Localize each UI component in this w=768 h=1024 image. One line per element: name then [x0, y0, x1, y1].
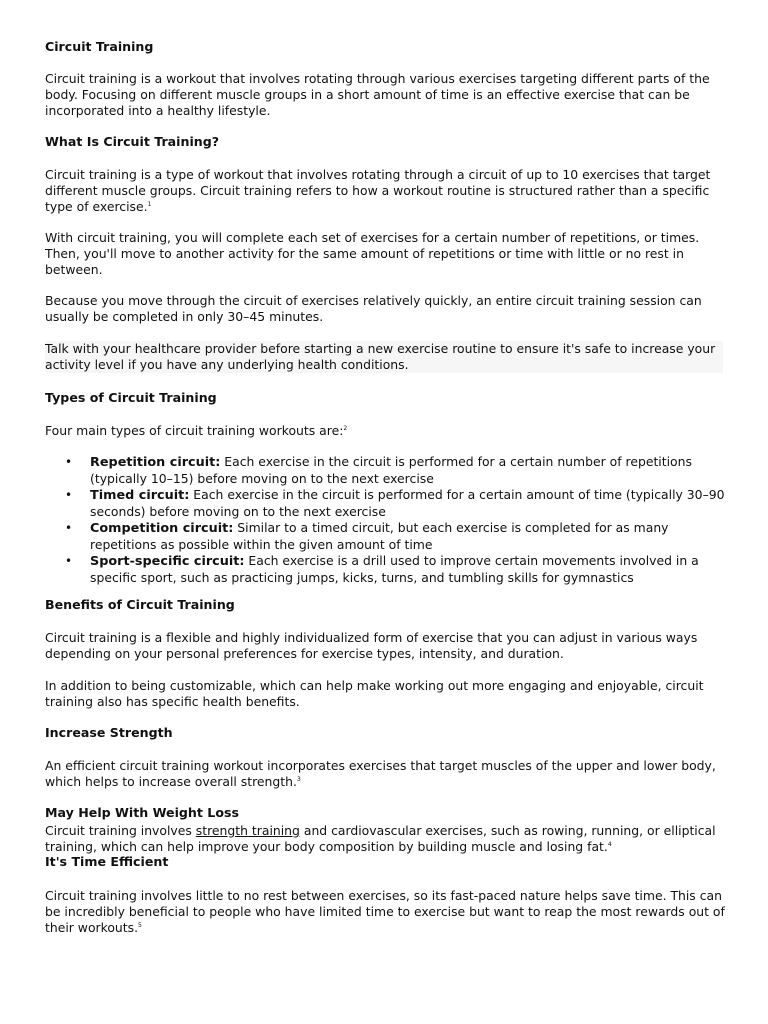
what-paragraph-3: Because you move through the circuit of exercises relatively quickly, an entire circuit training session can usually be completed in only 30–45 minutes. [45, 293, 702, 324]
citation-ref[interactable]: 4 [607, 841, 612, 848]
type-term: Competition circuit: [90, 521, 234, 536]
list-item [45, 553, 725, 586]
section-heading-weight-loss: May Help With Weight Loss [45, 805, 239, 820]
type-desc: Similar to a timed circuit, but each exercise is completed for as many repetitions as possible within the given amount of time [90, 520, 669, 552]
section-heading-time: It's Time Efficient [45, 854, 169, 869]
bullet-icon: • [65, 488, 73, 502]
type-desc: Each exercise in the circuit is performed for a certain amount of time (typically 30–90 seconds) before moving on to the next exercise [90, 487, 725, 519]
list-item [45, 487, 725, 520]
type-desc: Each exercise in the circuit is performed for a certain number of repetitions (typically 10–15) before moving on to the next exercise [90, 454, 692, 486]
weight-loss-paragraph: Circuit training involves strength training and cardiovascular exercises, such as rowing, running, or elliptical training, which can help improve your body composition by building muscle and losing fat.$^4$ [45, 823, 716, 854]
type-term: Sport-specific circuit: [90, 554, 245, 569]
section-heading-types: Types of Circuit Training [45, 390, 217, 405]
section-heading-benefits: Benefits of Circuit Training [45, 597, 235, 612]
section-heading-what: What Is Circuit Training? [45, 134, 220, 149]
type-desc: Each exercise is a drill used to improve certain movements involved in a specific sport, such as practicing jumps, kicks, turns, and tumbling skills for gymnastics [90, 553, 699, 585]
benefits-paragraph-2: In addition to being customizable, which can help make working out more engaging and enjoyable, circuit training also has specific health benefits. [45, 678, 704, 709]
bullet-icon: • [65, 455, 73, 469]
type-term: Timed circuit: [90, 488, 190, 503]
list-item [45, 454, 725, 487]
healthcare-note: Talk with your healthcare provider before starting a new exercise routine to ensure it's safe to increase your activity level if you have any underlying health conditions. [45, 341, 723, 373]
what-paragraph-2: With circuit training, you will complete each set of exercises for a certain number of repetitions, or times. Then, you'll move to another activity for the same amount of repetitions or time with little or no rest in between. [45, 230, 700, 277]
types-list [45, 454, 725, 586]
what-paragraph-1: Circuit training is a type of workout that involves rotating through a circuit of up to 10 exercises that target different muscle groups. Circuit training refers to how a workout routine is structured rather than a specific type of exercise.$^1$ [45, 167, 711, 214]
intro-paragraph: Circuit training is a workout that involves rotating through various exercises targeting different parts of the body. Focusing on different muscle groups in a short amount of time is an effective exercise that can be incorporated into a healthy lifestyle. [45, 71, 710, 118]
citation-ref[interactable]: 3 [296, 776, 301, 783]
types-intro: Four main types of circuit training workouts are:$^2$ [45, 423, 348, 438]
bullet-icon: • [65, 554, 73, 568]
strength-training-link[interactable]: strength training [195, 823, 300, 838]
time-paragraph: Circuit training involves little to no rest between exercises, so its fast-paced nature helps save time. This can be incredibly beneficial to people who have limited time to exercise but want to reap the most rewards out of their workouts.$^5$ [45, 888, 725, 935]
section-heading-strength: Increase Strength [45, 725, 173, 740]
citation-ref[interactable]: 2 [343, 425, 348, 432]
page-title: Circuit Training [45, 39, 154, 54]
strength-paragraph: An efficient circuit training workout incorporates exercises that target muscles of the upper and lower body, which helps to increase overall strength.$^3$ [45, 758, 716, 789]
type-term: Repetition circuit: [90, 455, 221, 470]
list-item [45, 520, 725, 553]
citation-ref[interactable]: 5 [138, 922, 142, 929]
citation-ref[interactable]: 1 [147, 201, 152, 208]
bullet-icon: • [65, 521, 73, 535]
benefits-paragraph-1: Circuit training is a flexible and highly individualized form of exercise that you can adjust in various ways depending on your personal preferences for exercise types, intensity, and duration. [45, 630, 698, 661]
